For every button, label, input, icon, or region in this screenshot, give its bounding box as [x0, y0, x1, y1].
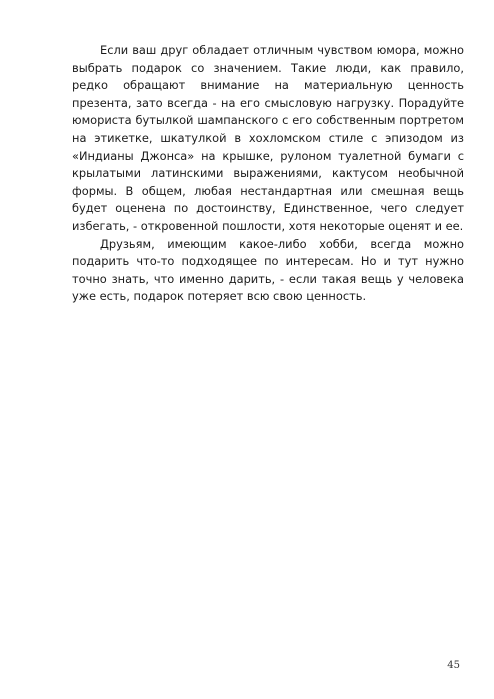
body-text — [72, 42, 464, 306]
page-number: 45 — [447, 660, 460, 671]
paragraph-humor-gifts: Если ваш друг обладает отличным чувством юмора, можно выбрать подарок со значением. Такие люди, как правило, редко обращают внимание на материальную ценность презента, зато всегда - на его смысловую нагрузку. Порадуйте юмориста бутылкой шампанского с его собственным портретом на этикетке, шкатулкой в хохломском стиле с эпизодом из «Индианы Джонса» на крышке, рулоном туалетной бумаги с крылатыми латинскими выражениями, кактусом необычной формы. В общем, любая нестандартная или смешная вещь будет оценена по достоинству, Единственное, чего следует избегать, - откровенной пошлости, хотя некоторые оценят и ее. — [72, 43, 464, 233]
paragraph-hobby-gifts: Друзьям, имеющим какое-либо хобби, всегда можно подарить что-то подходящее по интересам. Но и тут нужно точно знать, что именно дарить, - если такая вещь у человека уже есть, подарок потеряет всю свою ценность. — [72, 236, 464, 304]
